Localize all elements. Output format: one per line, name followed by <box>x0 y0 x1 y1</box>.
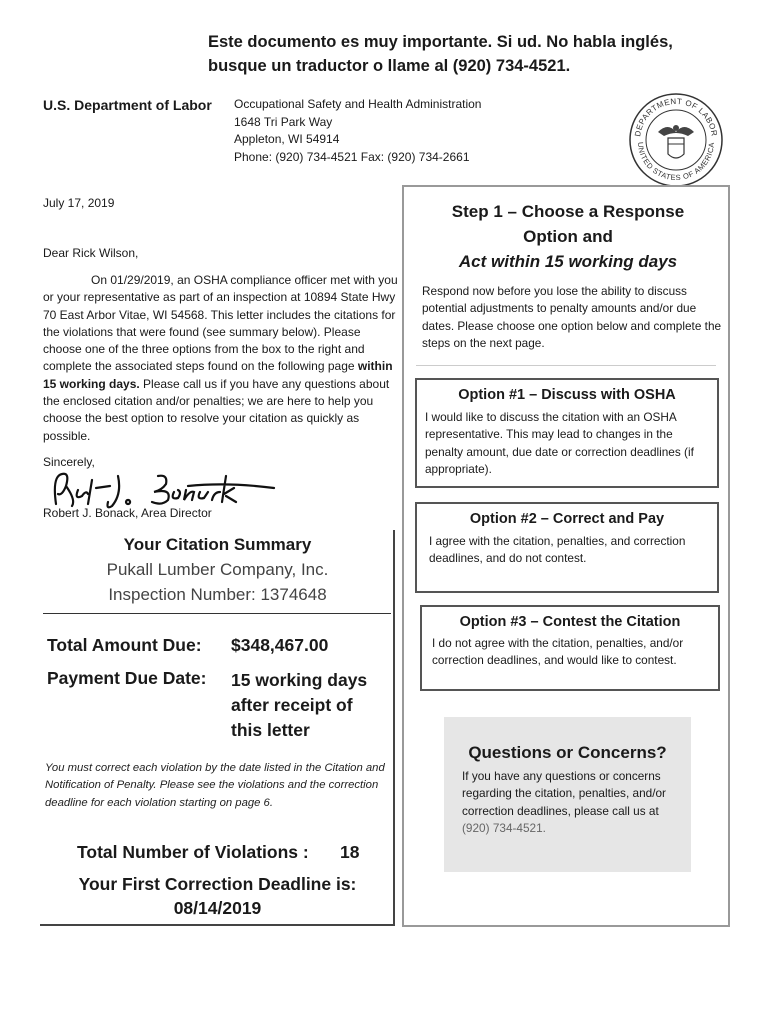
option-2-box[interactable] <box>415 502 719 593</box>
option-3-box[interactable] <box>420 605 720 691</box>
salutation: Dear Rick Wilson, <box>43 246 139 260</box>
option-1-title: Option #1 – Discuss with OSHA <box>458 387 676 403</box>
payment-due-value <box>231 668 367 743</box>
payment-due-label: Payment Due Date: <box>47 668 207 688</box>
body-text-start: On 01/29/2019, an OSHA compliance officer met with you or your representative as part of an inspection at 10894 State Hwy 70 East Arbor Vitae, WI 54568. This letter includes the citations for the violations that were found (see summary below). Please choose one of the three options from the box to the right and complete the associated steps found on the following page <box>43 273 398 374</box>
body-text-end: Please call us if you have any questions about the enclosed citation and/or penalties; we are here to help you choose the best option to resolve your citation as quickly as possible. <box>43 376 390 443</box>
notice-line-2: busque un traductor o llame al (920) 734-4521. <box>208 57 571 75</box>
total-amount-label: Total Amount Due: <box>47 635 202 655</box>
company-name: Pukall Lumber Company, Inc. <box>106 560 329 579</box>
agency-name: Occupational Safety and Health Administration <box>234 97 482 111</box>
violations-label: Total Number of Violations : <box>77 842 309 862</box>
step-divider <box>416 365 716 366</box>
payment-due-line-1: 15 working days <box>231 670 368 690</box>
option-3-text: I do not agree with the citation, penalties, and/or correction deadlines, and would like to contest. <box>432 636 684 668</box>
inspection-number <box>40 585 395 605</box>
signer-name: Robert J. Bonack, Area Director <box>43 506 212 520</box>
first-deadline-label: Your First Correction Deadline is: <box>78 874 357 894</box>
agency-city: Appleton, WI 54914 <box>234 132 340 146</box>
closing: Sincerely, <box>43 455 95 469</box>
step-heading-line-2: Option and <box>523 227 613 246</box>
questions-title: Questions or Concerns? <box>468 743 667 762</box>
questions-body: If you have any questions or concerns regarding the citation, penalties, and/or correction deadlines, please call us at <box>462 769 666 818</box>
department-name: U.S. Department of Labor <box>43 97 212 113</box>
payment-due-line-2: after receipt of <box>231 695 353 715</box>
citation-summary <box>40 530 395 926</box>
body-text-bold: within 15 working days. <box>43 359 393 391</box>
letter-body <box>43 272 399 445</box>
svg-text:DEPARTMENT OF LABOR <box>633 97 719 137</box>
inspection-value: 1374648 <box>260 585 327 604</box>
option-3-title: Option #3 – Contest the Citation <box>459 614 681 630</box>
seal-top-text: DEPARTMENT OF LABOR <box>633 96 719 138</box>
summary-title: Your Citation Summary <box>123 535 312 554</box>
letter-date: July 17, 2019 <box>43 196 115 210</box>
agency-phone: Phone: (920) 734-4521 Fax: (920) 734-2661 <box>234 149 470 164</box>
questions-text <box>462 768 684 837</box>
notice-line-1: Este documento es muy importante. Si ud. No habla inglés, <box>208 33 673 51</box>
option-2-title: Option #2 – Correct and Pay <box>469 511 665 527</box>
payment-due-line-3: this letter <box>231 720 310 740</box>
total-amount-value: $348,467.00 <box>231 635 329 655</box>
correction-note: You must correct each violation by the date listed in the Citation and Notification of Penalty. Please see the violations and the correction deadline for each violation starting on page 6. <box>45 762 385 809</box>
agency-street: 1648 Tri Park Way <box>234 114 333 129</box>
step-heading-line-1: Step 1 – Choose a Response <box>451 202 685 221</box>
questions-box <box>444 717 691 872</box>
spanish-notice <box>208 30 688 78</box>
step-heading-line-3: Act within 15 working days <box>458 252 678 271</box>
first-deadline-value: 08/14/2019 <box>173 898 262 918</box>
step-intro: Respond now before you lose the ability to discuss potential adjustments to penalty amounts and/or due dates. Please choose one option below and complete the steps on the next page. <box>422 284 722 350</box>
inspection-label: Inspection Number: <box>108 585 261 604</box>
option-1-box[interactable] <box>415 378 719 488</box>
questions-phone[interactable]: (920) 734-4521. <box>462 820 546 835</box>
agency-address <box>234 96 481 166</box>
violations-count: 18 <box>340 842 360 862</box>
option-1-text: I would like to discuss the citation with an OSHA representative. This may lead to changes in the penalty amount, due date or correction deadlines (if appropriate). <box>425 410 694 476</box>
seal-bottom-text: UNITED STATES OF AMERICA <box>635 141 717 183</box>
department-of-labor-seal-icon <box>628 92 724 188</box>
summary-divider <box>43 613 391 614</box>
option-2-text: I agree with the citation, penalties, and correction deadlines, and do not contest. <box>429 534 686 566</box>
